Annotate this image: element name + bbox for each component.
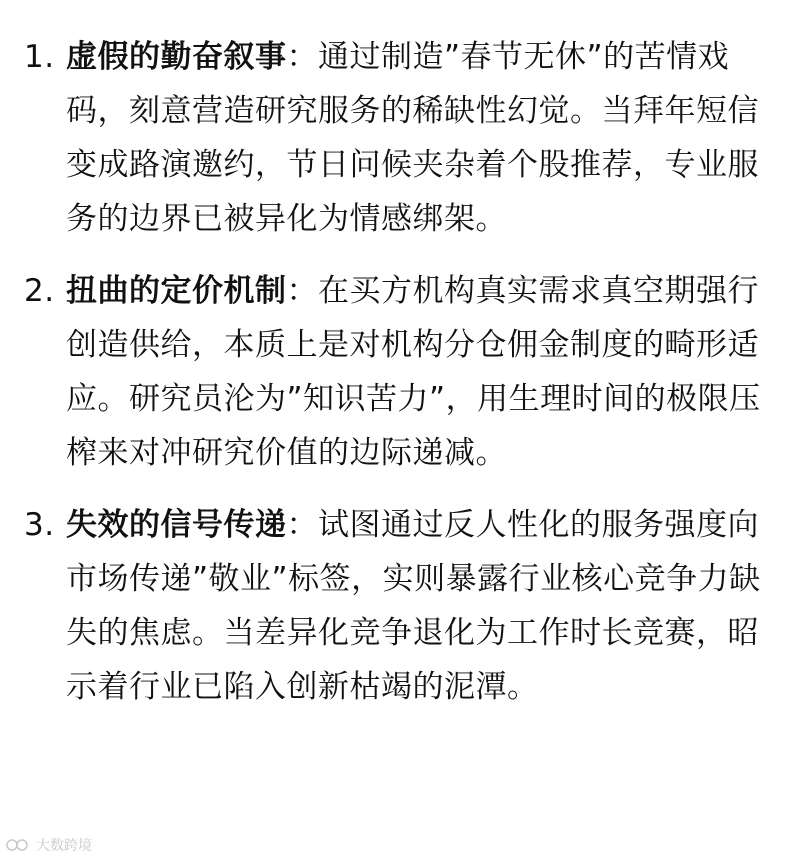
item-heading: 失效的信号传递 bbox=[66, 507, 287, 543]
list-item-2 bbox=[24, 264, 784, 480]
logo-icon bbox=[6, 838, 32, 852]
list-item-1 bbox=[24, 30, 784, 246]
item-colon: ： bbox=[286, 507, 318, 543]
item-number: 1. bbox=[24, 39, 55, 75]
item-text: 在买方机构真实需求真空期强行创造供给，本质上是对机构分仓佣金制度的畸形适应。研究员沦为”知识苦力”，用生理时间的极限压榨来对冲研究价值的边际递减。 bbox=[66, 273, 761, 471]
item-heading: 扭曲的定价机制 bbox=[66, 273, 287, 309]
item-heading: 虚假的勤奋叙事 bbox=[66, 39, 287, 75]
item-number: 2. bbox=[24, 273, 55, 309]
item-number: 3. bbox=[24, 507, 55, 543]
item-colon: ： bbox=[286, 39, 318, 75]
watermark bbox=[6, 835, 92, 855]
item-colon: ： bbox=[286, 273, 318, 309]
item-text: 通过制造”春节无休”的苦情戏码，刻意营造研究服务的稀缺性幻觉。当拜年短信变成路演邀约，节日问候夹杂着个股推荐，专业服务的边界已被异化为情感绑架。 bbox=[66, 39, 759, 237]
numbered-list bbox=[24, 30, 784, 732]
list-item-3 bbox=[24, 498, 784, 714]
item-text: 试图通过反人性化的服务强度向市场传递”敬业”标签，实则暴露行业核心竞争力缺失的焦虑。当差异化竞争退化为工作时长竞赛，昭示着行业已陷入创新枯竭的泥潭。 bbox=[66, 507, 761, 705]
watermark-text: 大数跨境 bbox=[36, 838, 92, 854]
